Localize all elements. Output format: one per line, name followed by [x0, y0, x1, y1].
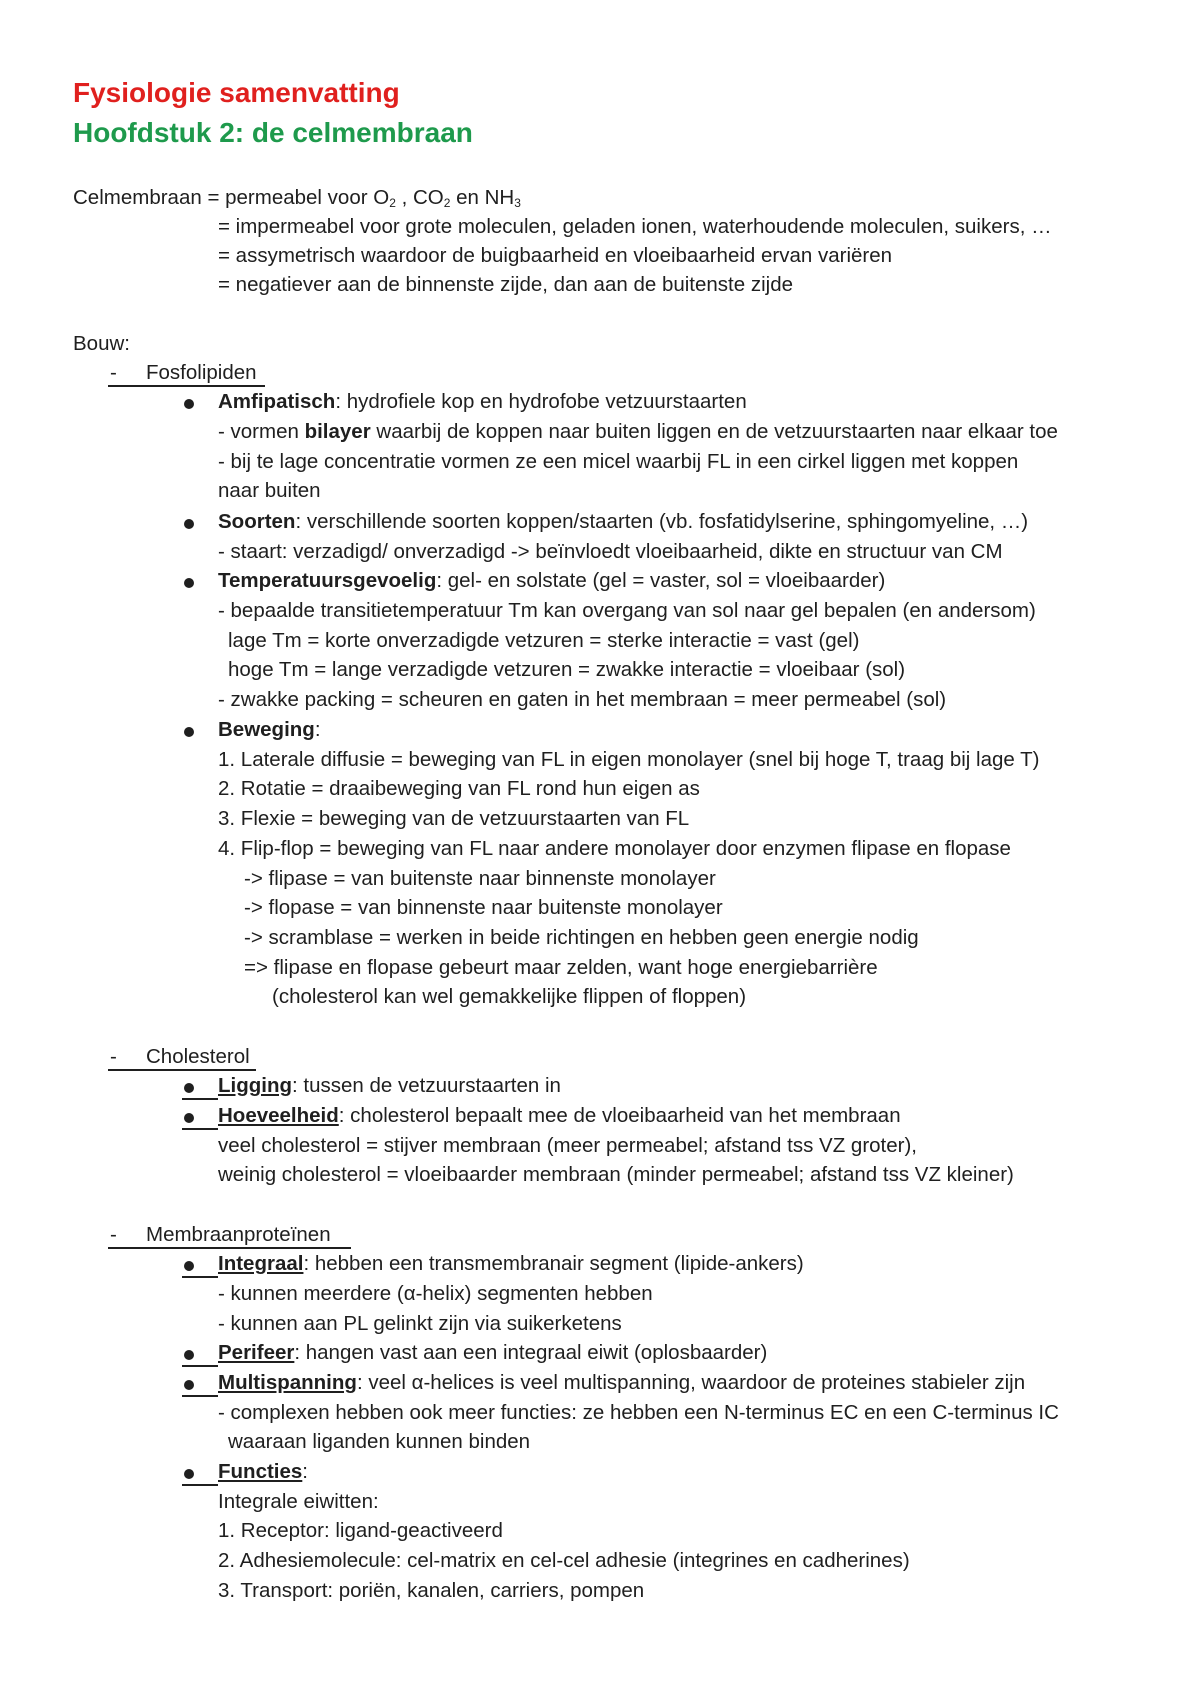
amfipatisch-item: Amfipatisch: hydrofiele kop en hydrofobe vetzuurstaarten [218, 390, 747, 413]
section-heading-membraanproteinen: Membraanproteïnen [146, 1223, 331, 1246]
bullet-underline [182, 1484, 218, 1486]
temperatuur-detail: lage Tm = korte onverzadigde vetzuren = sterke interactie = vast (gel) [228, 629, 860, 652]
bullet-icon [184, 578, 194, 588]
bullet-icon [184, 1113, 194, 1123]
bullet-icon [184, 727, 194, 737]
bullet-underline [182, 1365, 218, 1367]
bullet-icon [184, 1380, 194, 1390]
bullet-underline [182, 1128, 218, 1130]
integraal-detail: - kunnen meerdere (α-helix) segmenten hebben [218, 1282, 653, 1305]
hoeveelheid-detail: weinig cholesterol = vloeibaarder membraan (minder permeabel; afstand tss VZ kleiner) [218, 1163, 1014, 1186]
functies-list-item: 3. Transport: poriën, kanalen, carriers, pompen [218, 1579, 645, 1602]
integraal-detail: - kunnen aan PL gelinkt zijn via suikerketens [218, 1312, 622, 1335]
flipflop-detail: -> flipase = van buitenste naar binnenste monolayer [244, 867, 716, 890]
section-heading-fosfolipiden: Fosfolipiden [146, 361, 257, 384]
section-heading-cholesterol: Cholesterol [146, 1045, 250, 1068]
beweging-list-item: 2. Rotatie = draaibeweging van FL rond hun eigen as [218, 777, 700, 800]
temperatuur-item: Temperatuursgevoelig: gel- en solstate (gel = vaster, sol = vloeibaarder) [218, 569, 886, 592]
temperatuur-detail: - bepaalde transitietemperatuur Tm kan overgang van sol naar gel bepalen (en andersom) [218, 599, 1036, 622]
multispanning-detail: - complexen hebben ook meer functies: ze hebben een N-terminus EC en een C-terminus IC [218, 1401, 1059, 1424]
flipflop-detail: -> scramblase = werken in beide richtingen en hebben geen energie nodig [244, 926, 919, 949]
soorten-detail: - staart: verzadigd/ onverzadigd -> beïnvloedt vloeibaarheid, dikte en structuur van CM [218, 540, 1003, 563]
bullet-underline [182, 1395, 218, 1397]
amfipatisch-detail: - bij te lage concentratie vormen ze een micel waarbij FL in een cirkel liggen met koppen [218, 450, 1019, 473]
flipflop-note: (cholesterol kan wel gemakkelijke flippen of floppen) [272, 985, 747, 1008]
bullet-icon [184, 519, 194, 529]
intro-line-permeable: Celmembraan = permeabel voor $O_2$ , $CO_2$ en $NH_3$ [73, 186, 521, 210]
beweging-list-item: 4. Flip-flop = beweging van FL naar andere monolayer door enzymen flipase en flopase [218, 837, 1011, 860]
intro-line: = impermeabel voor grote moleculen, geladen ionen, waterhoudende moleculen, suikers, … [218, 215, 1052, 238]
functies-list-item: 2. Adhesiemolecule: cel-matrix en cel-cel adhesie (integrines en cadherines) [218, 1549, 910, 1572]
section-dash: - [110, 1223, 117, 1246]
bouw-label: Bouw: [73, 332, 130, 355]
multispanning-item: Multispanning: veel α-helices is veel multispanning, waardoor de proteines stabieler zijn [218, 1371, 1026, 1394]
bullet-underline [182, 1276, 218, 1278]
bullet-icon [184, 1469, 194, 1479]
amfipatisch-detail: - vormen bilayer waarbij de koppen naar buiten liggen en de vetzuurstaarten naar elkaar toe [218, 420, 1058, 443]
hoeveelheid-item: Hoeveelheid: cholesterol bepaalt mee de vloeibaarheid van het membraan [218, 1104, 901, 1127]
functies-item: Functies: [218, 1460, 308, 1483]
section-dash: - [110, 1045, 117, 1068]
document-title: Fysiologie samenvatting [73, 77, 400, 108]
flipflop-detail: => flipase en flopase gebeurt maar zelden, want hoge energiebarrière [244, 956, 878, 979]
ligging-item: Ligging: tussen de vetzuurstaarten in [218, 1074, 561, 1097]
bullet-icon [184, 399, 194, 409]
functies-list-item: 1. Receptor: ligand-geactiveerd [218, 1519, 503, 1542]
integraal-item: Integraal: hebben een transmembranair segment (lipide-ankers) [218, 1252, 804, 1275]
bullet-icon [184, 1261, 194, 1271]
intro-line: = negatiever aan de binnenste zijde, dan aan de buitenste zijde [218, 273, 794, 296]
temperatuur-detail: - zwakke packing = scheuren en gaten in het membraan = meer permeabel (sol) [218, 688, 947, 711]
soorten-item: Soorten: verschillende soorten koppen/staarten (vb. fosfatidylserine, sphingomyeline, …) [218, 510, 1029, 533]
multispanning-detail: waaraan liganden kunnen binden [228, 1430, 531, 1453]
temperatuur-detail: hoge Tm = lange verzadigde vetzuren = zwakke interactie = vloeibaar (sol) [228, 658, 906, 681]
bullet-underline [182, 1098, 218, 1100]
beweging-item: Beweging: [218, 718, 321, 741]
chapter-heading: Hoofdstuk 2: de celmembraan [73, 117, 473, 148]
functies-subheading: Integrale eiwitten: [218, 1490, 379, 1513]
bullet-icon [184, 1083, 194, 1093]
beweging-list-item: 1. Laterale diffusie = beweging van FL in eigen monolayer (snel bij hoge T, traag bij lage T) [218, 748, 1040, 771]
perifeer-item: Perifeer: hangen vast aan een integraal eiwit (oplosbaarder) [218, 1341, 768, 1364]
amfipatisch-detail: naar buiten [218, 479, 321, 502]
intro-line: = assymetrisch waardoor de buigbaarheid en vloeibaarheid ervan variëren [218, 244, 893, 267]
beweging-list-item: 3. Flexie = beweging van de vetzuurstaarten van FL [218, 807, 690, 830]
bullet-icon [184, 1350, 194, 1360]
section-dash: - [110, 361, 117, 384]
flipflop-detail: -> flopase = van binnenste naar buitenste monolayer [244, 896, 723, 919]
hoeveelheid-detail: veel cholesterol = stijver membraan (meer permeabel; afstand tss VZ groter), [218, 1134, 917, 1157]
